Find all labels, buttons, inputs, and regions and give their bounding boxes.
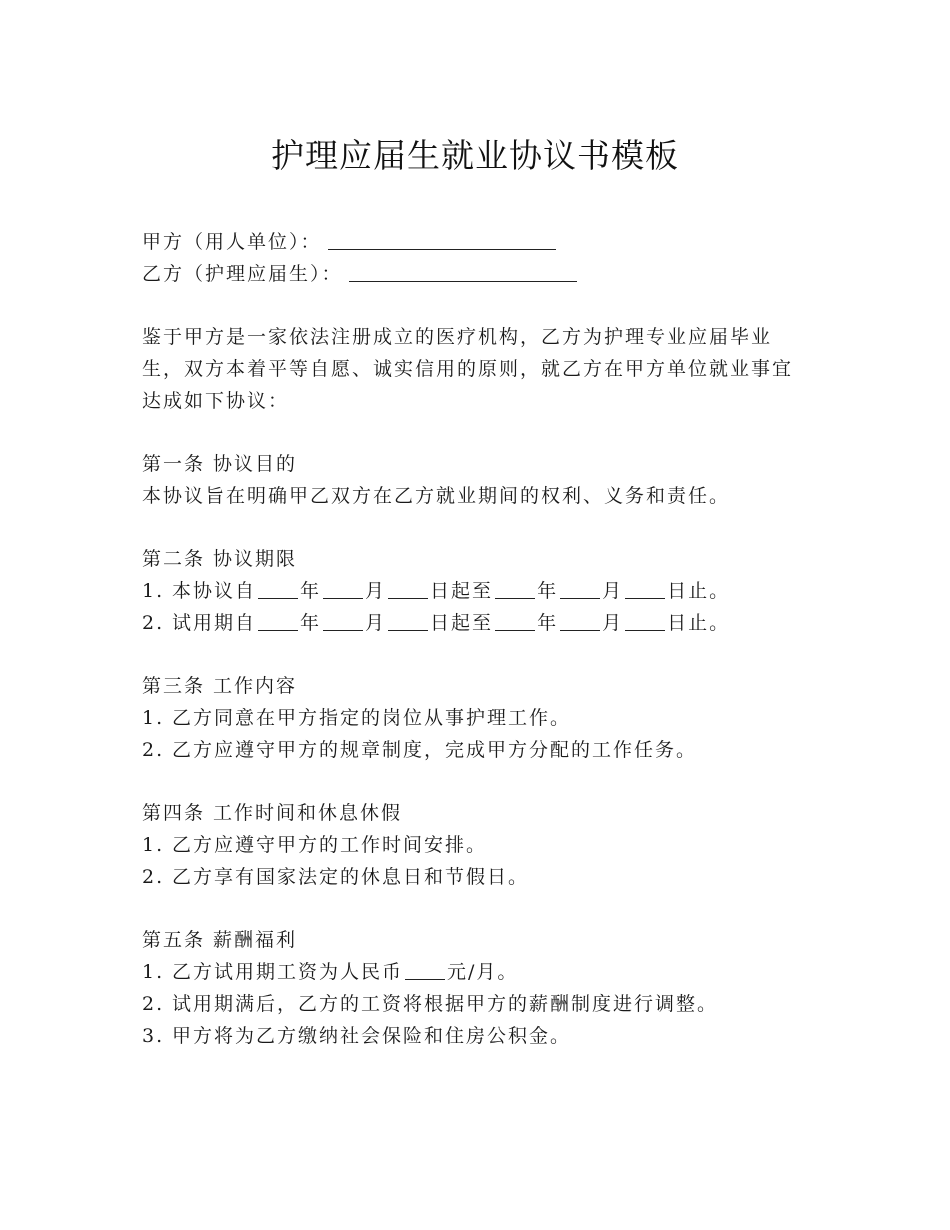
document-body xyxy=(142,226,802,1052)
list-number: 3. xyxy=(142,1025,165,1047)
start-month-blank xyxy=(323,610,363,631)
day-end-label: 日止。 xyxy=(667,612,731,634)
day-from-label: 日起至 xyxy=(430,580,494,602)
month-label: 月 xyxy=(365,612,387,634)
party-a-line xyxy=(142,226,802,258)
party-a-blank xyxy=(328,229,556,250)
article-2-heading: 第二条 协议期限 xyxy=(142,548,298,570)
end-day-blank xyxy=(625,578,665,599)
start-year-blank xyxy=(258,578,298,599)
list-text: 甲方将为乙方缴纳社会保险和住房公积金。 xyxy=(172,1025,572,1047)
list-text: 乙方享有国家法定的休息日和节假日。 xyxy=(172,866,530,888)
list-number: 2. xyxy=(142,866,165,888)
agreement-term-line xyxy=(142,575,802,607)
list-number: 1. xyxy=(142,961,165,983)
party-b-line xyxy=(142,258,802,290)
party-b-label: 乙方（护理应届生）： xyxy=(142,263,343,285)
list-item xyxy=(142,829,802,861)
party-a-label: 甲方（用人单位）： xyxy=(142,231,322,253)
document-title: 护理应届生就业协议书模板 xyxy=(271,136,679,175)
preamble: 鉴于甲方是一家依法注册成立的医疗机构，乙方为护理专业应届毕业生，双方本着平等自愿、诚实信用的原则，就乙方在甲方单位就业事宜达成如下协议： xyxy=(142,326,794,412)
list-text: 乙方同意在甲方指定的岗位从事护理工作。 xyxy=(172,707,572,729)
month-label: 月 xyxy=(602,612,624,634)
agreement-term-prefix: 本协议自 xyxy=(172,580,257,602)
list-number: 2. xyxy=(142,612,165,634)
start-year-blank xyxy=(258,610,298,631)
list-number: 1. xyxy=(142,580,165,602)
start-month-blank xyxy=(323,578,363,599)
list-number: 2. xyxy=(142,993,165,1015)
end-year-blank xyxy=(495,610,535,631)
year-label: 年 xyxy=(300,612,322,634)
list-text: 乙方应遵守甲方的工作时间安排。 xyxy=(172,834,488,856)
salary-amount-blank xyxy=(405,959,445,980)
end-day-blank xyxy=(625,610,665,631)
month-label: 月 xyxy=(365,580,387,602)
list-text: 试用期满后，乙方的工资将根据甲方的薪酬制度进行调整。 xyxy=(172,993,719,1015)
year-label: 年 xyxy=(300,580,322,602)
list-item xyxy=(142,988,802,1020)
list-text: 乙方应遵守甲方的规章制度，完成甲方分配的工作任务。 xyxy=(172,739,698,761)
year-label: 年 xyxy=(537,580,559,602)
salary-prefix: 乙方试用期工资为人民币 xyxy=(172,961,404,983)
month-label: 月 xyxy=(602,580,624,602)
list-number: 2. xyxy=(142,739,165,761)
article-5-heading: 第五条 薪酬福利 xyxy=(142,929,298,951)
list-item xyxy=(142,1020,802,1052)
year-label: 年 xyxy=(537,612,559,634)
list-item xyxy=(142,734,802,766)
end-month-blank xyxy=(560,610,600,631)
end-year-blank xyxy=(495,578,535,599)
list-number: 1. xyxy=(142,834,165,856)
day-from-label: 日起至 xyxy=(430,612,494,634)
day-end-label: 日止。 xyxy=(667,580,731,602)
article-3-heading: 第三条 工作内容 xyxy=(142,675,298,697)
start-day-blank xyxy=(388,610,428,631)
article-4-heading: 第四条 工作时间和休息休假 xyxy=(142,802,403,824)
article-1-heading: 第一条 协议目的 xyxy=(142,453,298,475)
end-month-blank xyxy=(560,578,600,599)
probation-salary-line xyxy=(142,956,802,988)
list-number: 1. xyxy=(142,707,165,729)
salary-suffix: 元/月。 xyxy=(447,961,519,983)
list-item xyxy=(142,861,802,893)
probation-term-prefix: 试用期自 xyxy=(172,612,257,634)
list-item xyxy=(142,702,802,734)
party-b-blank xyxy=(349,261,577,282)
article-1-text: 本协议旨在明确甲乙双方在乙方就业期间的权利、义务和责任。 xyxy=(142,485,731,507)
probation-term-line xyxy=(142,607,802,639)
start-day-blank xyxy=(388,578,428,599)
